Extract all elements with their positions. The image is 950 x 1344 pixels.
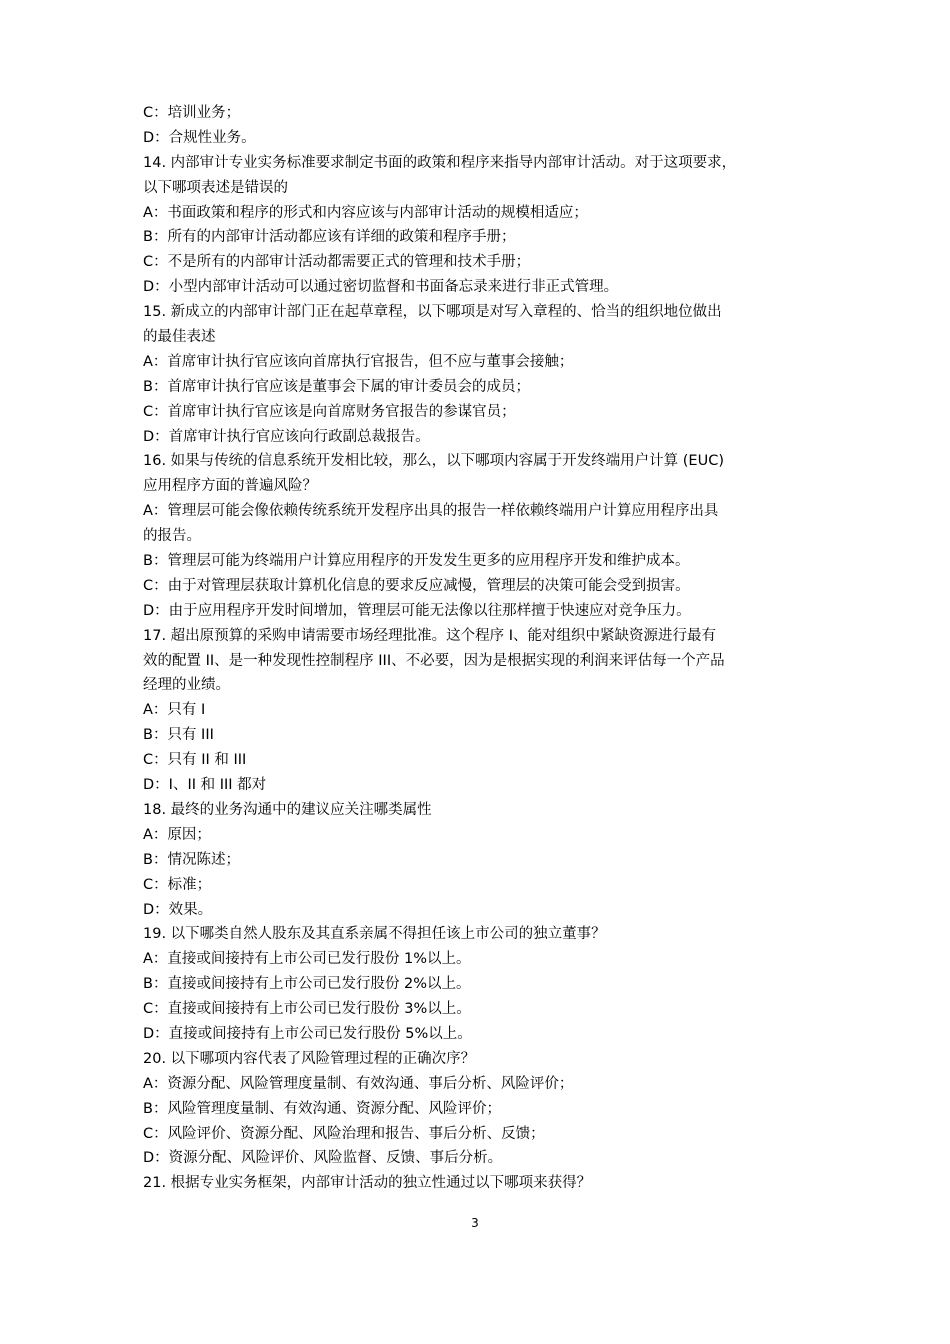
text-line: 的报告。 (143, 528, 201, 545)
text-line: 21. 根据专业实务框架，内部审计活动的独立性通过以下哪项来获得？ (143, 1175, 592, 1192)
text-line: 14. 内部审计专业实务标准要求制定书面的政策和程序来指导内部审计活动。对于这项要求， (143, 154, 737, 171)
text-line: A：首席审计执行官应该向首席执行官报告，但不应与董事会接触； (143, 353, 574, 370)
text-line: B：所有的内部审计活动都应该有详细的政策和程序手册； (143, 229, 516, 246)
text-line: B：情况陈述； (143, 851, 240, 868)
text-line: A：只有 I (143, 702, 206, 719)
text-line: C：只有 II 和 III (143, 752, 247, 769)
text-line: C：不是所有的内部审计活动都需要正式的管理和技术手册； (143, 254, 531, 271)
text-line: 15. 新成立的内部审计部门正在起草章程，以下哪项是对写入章程的、恰当的组织地位做出 (143, 304, 722, 321)
text-line: B：管理层可能为终端用户计算应用程序的开发发生更多的应用程序开发和维护成本。 (143, 553, 690, 570)
text-line: 17. 超出原预算的采购申请需要市场经理批准。这个程序 I、能对组织中紧缺资源进行最有 (143, 627, 717, 644)
text-line: 16. 如果与传统的信息系统开发相比较，那么，以下哪项内容属于开发终端用户计算 (EUC) (143, 453, 724, 470)
text-line: C：风险评价、资源分配、风险治理和报告、事后分析、反馈； (143, 1125, 545, 1142)
text-line: 的最佳表述 (143, 329, 216, 346)
text-line: B：直接或间接持有上市公司已发行股份 2%以上。 (143, 976, 471, 993)
text-line: A：原因； (143, 826, 211, 843)
page-number: 3 (471, 1216, 479, 1230)
text-line: 经理的业绩。 (143, 677, 230, 694)
text-line: A：直接或间接持有上市公司已发行股份 1%以上。 (143, 951, 471, 968)
text-line: 19. 以下哪类自然人股东及其直系亲属不得担任该上市公司的独立董事？ (143, 926, 606, 943)
text-line: D：效果。 (143, 901, 213, 918)
text-line: B：只有 III (143, 727, 214, 744)
text-line: A：资源分配、风险管理度量制、有效沟通、事后分析、风险评价； (143, 1075, 574, 1092)
text-line: D：I、II 和 III 都对 (143, 777, 267, 794)
text-line: D：合规性业务。 (143, 129, 256, 146)
text-line: D：首席审计执行官应该向行政副总裁报告。 (143, 428, 430, 445)
text-line: B：首席审计执行官应该是董事会下属的审计委员会的成员； (143, 378, 530, 395)
text-line: 应用程序方面的普遍风险？ (143, 478, 317, 495)
text-line: D：由于应用程序开发时间增加，管理层可能无法像以往那样擅于快速应对竞争压力。 (143, 602, 691, 619)
text-line: C：直接或间接持有上市公司已发行股份 3%以上。 (143, 1001, 471, 1018)
text-line: C：培训业务； (143, 105, 241, 121)
text-line: 20. 以下哪项内容代表了风险管理过程的正确次序？ (143, 1050, 476, 1067)
text-line: B：风险管理度量制、有效沟通、资源分配、风险评价； (143, 1100, 501, 1117)
text-line: 以下哪项表述是错误的 (143, 179, 288, 196)
text-line: A：管理层可能会像依赖传统系统开发程序出具的报告一样依赖终端用户计算应用程序出具 (143, 503, 719, 520)
text-line: 18. 最终的业务沟通中的建议应关注哪类属性 (143, 801, 432, 818)
text-line: D：资源分配、风险评价、风险监督、反馈、事后分析。 (143, 1150, 503, 1167)
text-line: D：小型内部审计活动可以通过密切监督和书面备忘录来进行非正式管理。 (143, 279, 619, 296)
text-line: D：直接或间接持有上市公司已发行股份 5%以上。 (143, 1025, 472, 1042)
text-line: 效的配置 II、是一种发现性控制程序 III、不必要，因为是根据实现的利润来评估每一个产品 (143, 652, 725, 669)
text-line: C：首席审计执行官应该是向首席财务官报告的参谋官员； (143, 403, 516, 420)
text-line: A：书面政策和程序的形式和内容应该与内部审计活动的规模相适应； (143, 204, 588, 221)
text-line: C：标准； (143, 876, 212, 893)
text-line: C：由于对管理层获取计算机化信息的要求反应减慢，管理层的决策可能会受到损害。 (143, 577, 690, 594)
page-body (143, 101, 823, 1196)
